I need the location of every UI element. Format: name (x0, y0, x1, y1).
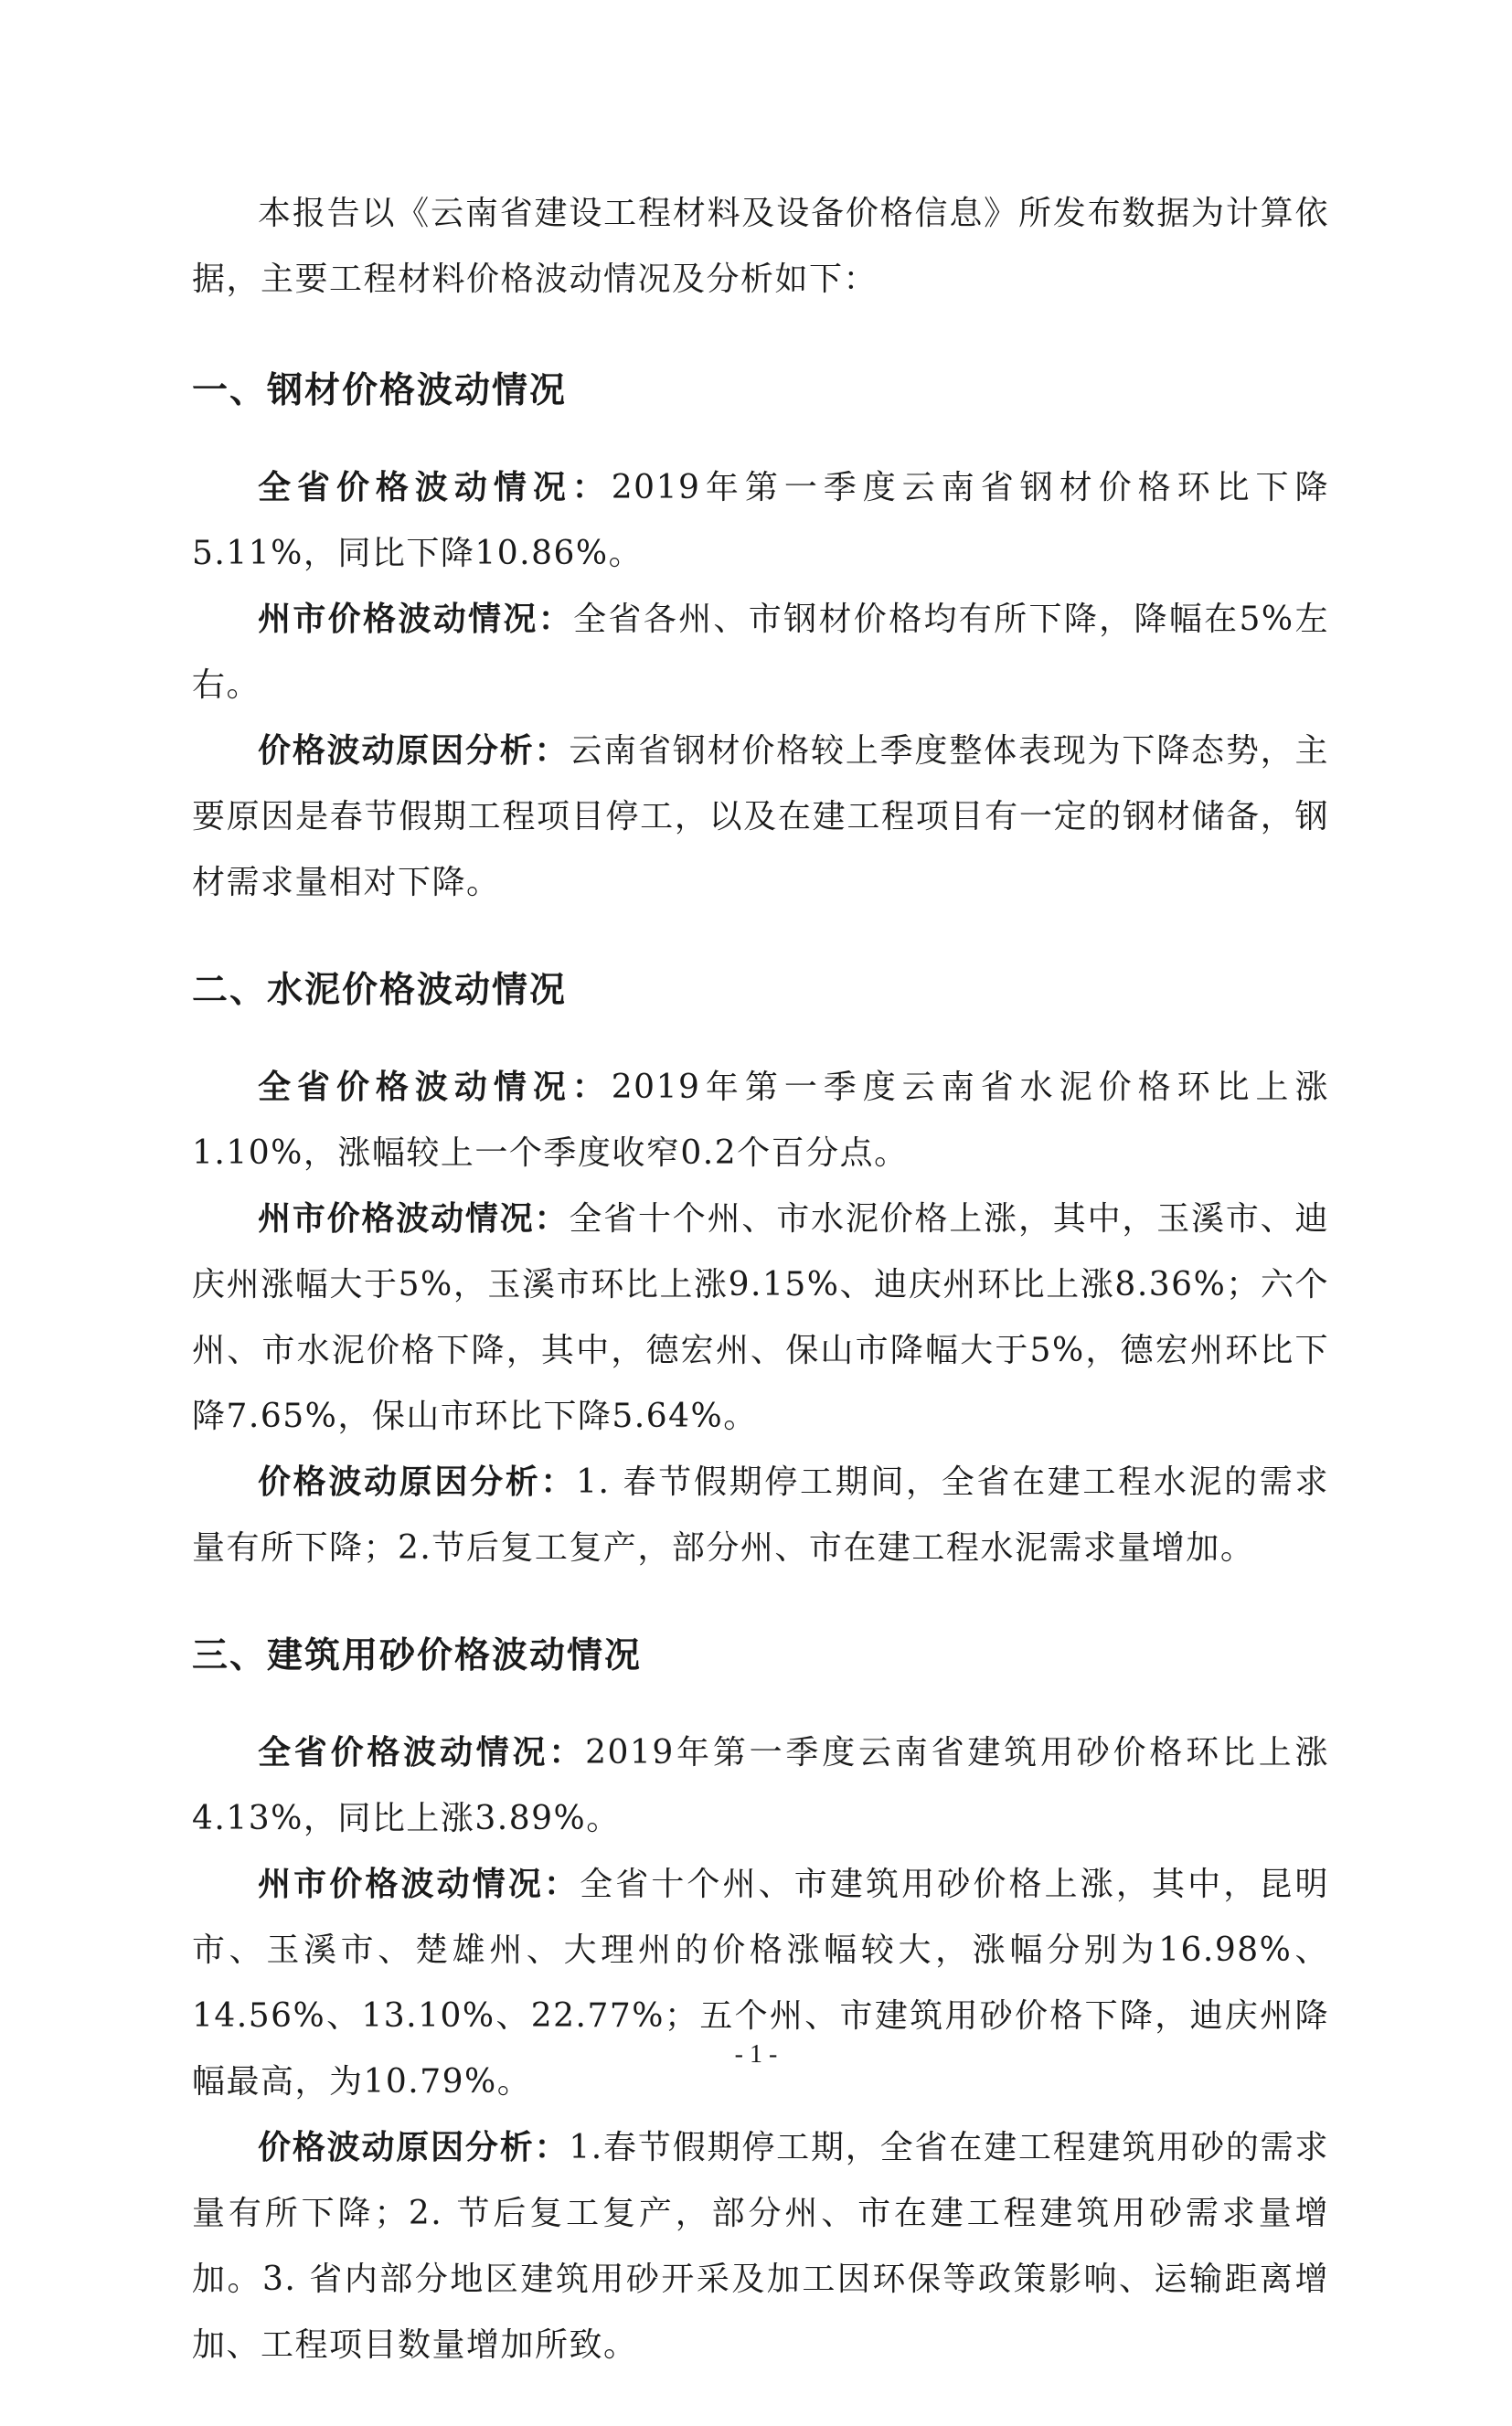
paragraph (192, 1186, 1329, 1450)
section-heading: 一、钢材价格波动情况 (192, 370, 568, 411)
paragraph (192, 1720, 1329, 1852)
paragraph-lead: 州市价格波动情况： (258, 1200, 570, 1238)
paragraph-lead: 全省价格波动情况： (258, 1069, 612, 1106)
document-body (192, 181, 1329, 2426)
paragraph-lead: 价格波动原因分析： (258, 2129, 570, 2166)
paragraph-text: 全省十个州、市建筑用砂价格上涨，其中，昆明市、玉溪市、楚雄州、大理州的价格涨幅较大，涨幅分别为16.98%、14.56%、13.10%、22.77%；五个州、市建筑用砂价格下降，迪庆州降幅最高，为10.79%。 (192, 1866, 1329, 2101)
paragraph (192, 1450, 1329, 1581)
paragraph-text: 1.春节假期停工期，全省在建工程建筑用砂的需求量有所下降；2. 节后复工复产，部分州、市在建工程建筑用砂需求量增加。3. 省内部分地区建筑用砂开采及加工因环保等政策影响、运输距离增加、工程项目数量增加所致。 (192, 2129, 1329, 2364)
paragraph (192, 2115, 1329, 2378)
paragraph-text: 2019年第一季度云南省水泥价格环比上涨1.10%，涨幅较上一个季度收窄0.2个百分点。 (192, 1069, 1329, 1172)
intro-paragraph: 本报告以《云南省建设工程材料及设备价格信息》所发布数据为计算依据，主要工程材料价格波动情况及分析如下： (192, 195, 1329, 298)
paragraph-text: 2019年第一季度云南省建筑用砂价格环比上涨4.13%，同比上涨3.89%。 (192, 1734, 1329, 1837)
section-steel (192, 364, 1329, 916)
paragraph-text: 1. 春节假期停工期间，全省在建工程水泥的需求量有所下降；2.节后复工复产，部分州、市在建工程水泥需求量增加。 (192, 1463, 1329, 1567)
section-cement (192, 963, 1329, 1581)
paragraph (192, 718, 1329, 916)
section-heading: 二、水泥价格波动情况 (192, 970, 568, 1011)
paragraph-lead: 州市价格波动情况： (258, 1866, 580, 1903)
paragraph-text: 2019年第一季度云南省钢材价格环比下降5.11%，同比下降10.86%。 (192, 469, 1329, 572)
paragraph (192, 1852, 1329, 2115)
paragraph-lead: 价格波动原因分析： (258, 732, 570, 770)
paragraph-text: 全省各州、市钢材价格均有所下降，降幅在5%左右。 (192, 601, 1329, 704)
section-sand (192, 1629, 1329, 2378)
paragraph-lead: 州市价格波动情况： (258, 601, 574, 638)
paragraph-lead: 价格波动原因分析： (258, 1463, 577, 1501)
page-number: - 1 - (734, 2040, 778, 2069)
paragraph-text: 全省十个州、市水泥价格上涨，其中，玉溪市、迪庆州涨幅大于5%，玉溪市环比上涨9.15%、迪庆州环比上涨8.36%；六个州、市水泥价格下降，其中，德宏州、保山市降幅大于5%，德宏州环比下降7.65%，保山市环比下降5.64%。 (192, 1200, 1329, 1435)
paragraph (192, 455, 1329, 587)
section-heading: 三、建筑用砂价格波动情况 (192, 1635, 643, 1676)
paragraph (192, 587, 1329, 718)
paragraph-lead: 全省价格波动情况： (258, 469, 612, 506)
paragraph-lead: 全省价格波动情况： (258, 1734, 586, 1772)
paragraph-text: 云南省钢材价格较上季度整体表现为下降态势，主要原因是春节假期工程项目停工，以及在建工程项目有一定的钢材储备，钢材需求量相对下降。 (192, 732, 1329, 901)
paragraph (192, 1055, 1329, 1186)
